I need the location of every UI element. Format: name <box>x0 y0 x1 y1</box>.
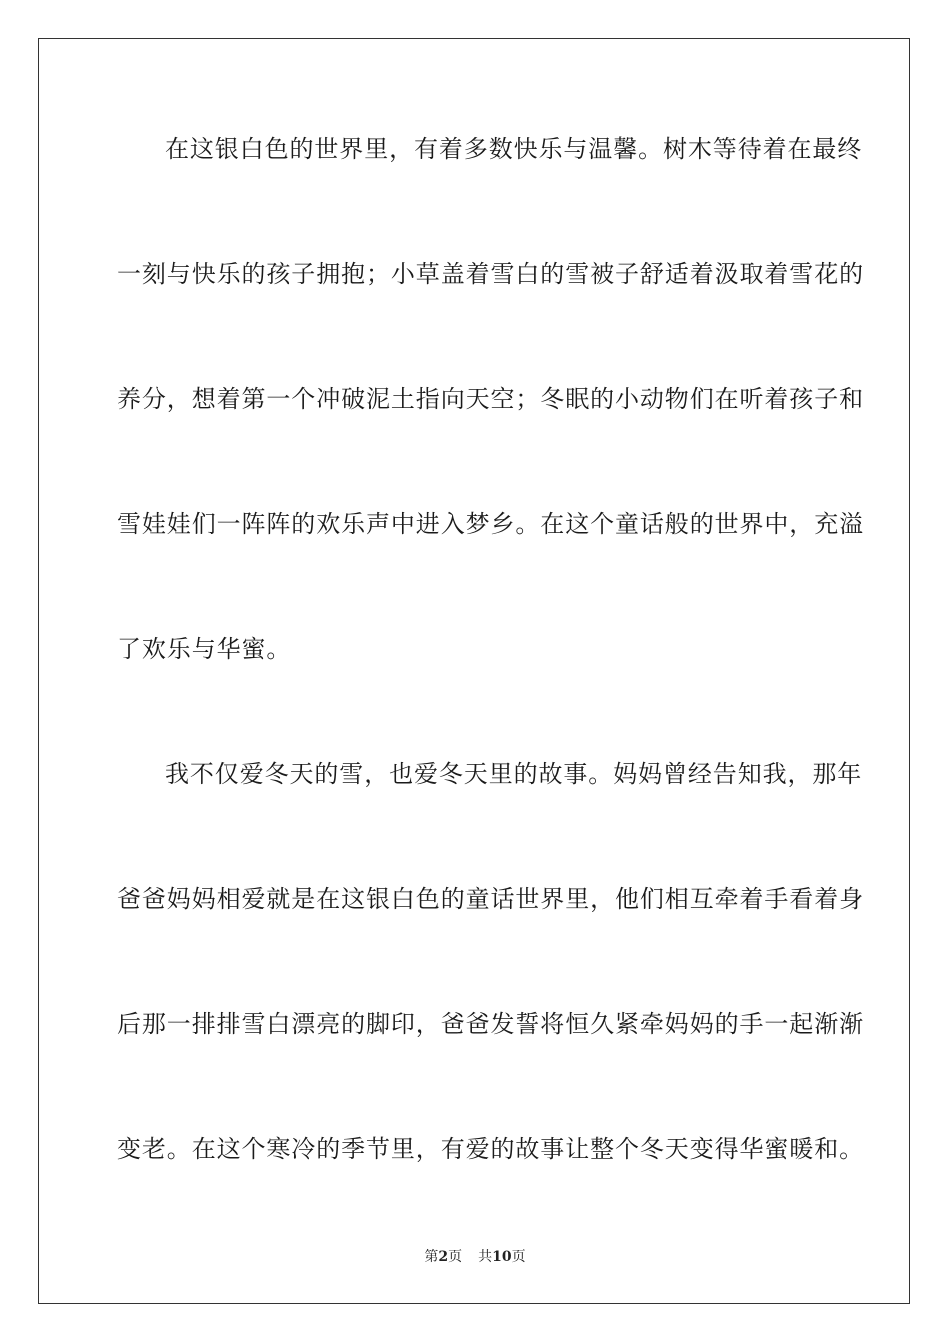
total-suffix: 页 <box>511 1249 526 1265</box>
paragraph-line: 我不仅爱冬天的雪，也爱冬天里的故事。妈妈曾经告知我，那年 <box>165 760 863 788</box>
page-number: 2 <box>438 1249 449 1265</box>
paragraph-line: 爸爸妈妈相爱就是在这银白色的童话世界里，他们相互牵着手看着身 <box>117 885 864 913</box>
page-suffix: 页 <box>448 1249 463 1265</box>
paragraph-line: 变老。在这个寒冷的季节里，有爱的故事让整个冬天变得华蜜暖和。 <box>117 1135 864 1163</box>
paragraph-line: 了欢乐与华蜜。 <box>117 635 292 663</box>
paragraph-line: 后那一排排雪白漂亮的脚印，爸爸发誓将恒久紧牵妈妈的手一起渐渐 <box>117 1010 864 1038</box>
total-pages: 10 <box>492 1249 512 1265</box>
paragraph-line: 养分，想着第一个冲破泥土指向天空；冬眠的小动物们在听着孩子和 <box>117 385 864 413</box>
page-prefix: 第 <box>424 1249 439 1265</box>
paragraph-line: 雪娃娃们一阵阵的欢乐声中进入梦乡。在这个童话般的世界中，充溢 <box>117 510 864 538</box>
paragraph-line: 一刻与快乐的孩子拥抱；小草盖着雪白的雪被子舒适着汲取着雪花的 <box>117 260 864 288</box>
page-footer <box>0 1248 950 1266</box>
total-prefix: 共 <box>478 1249 493 1265</box>
paragraph-line: 在这银白色的世界里，有着多数快乐与温馨。树木等待着在最终 <box>165 135 863 163</box>
page-border <box>38 38 910 1304</box>
